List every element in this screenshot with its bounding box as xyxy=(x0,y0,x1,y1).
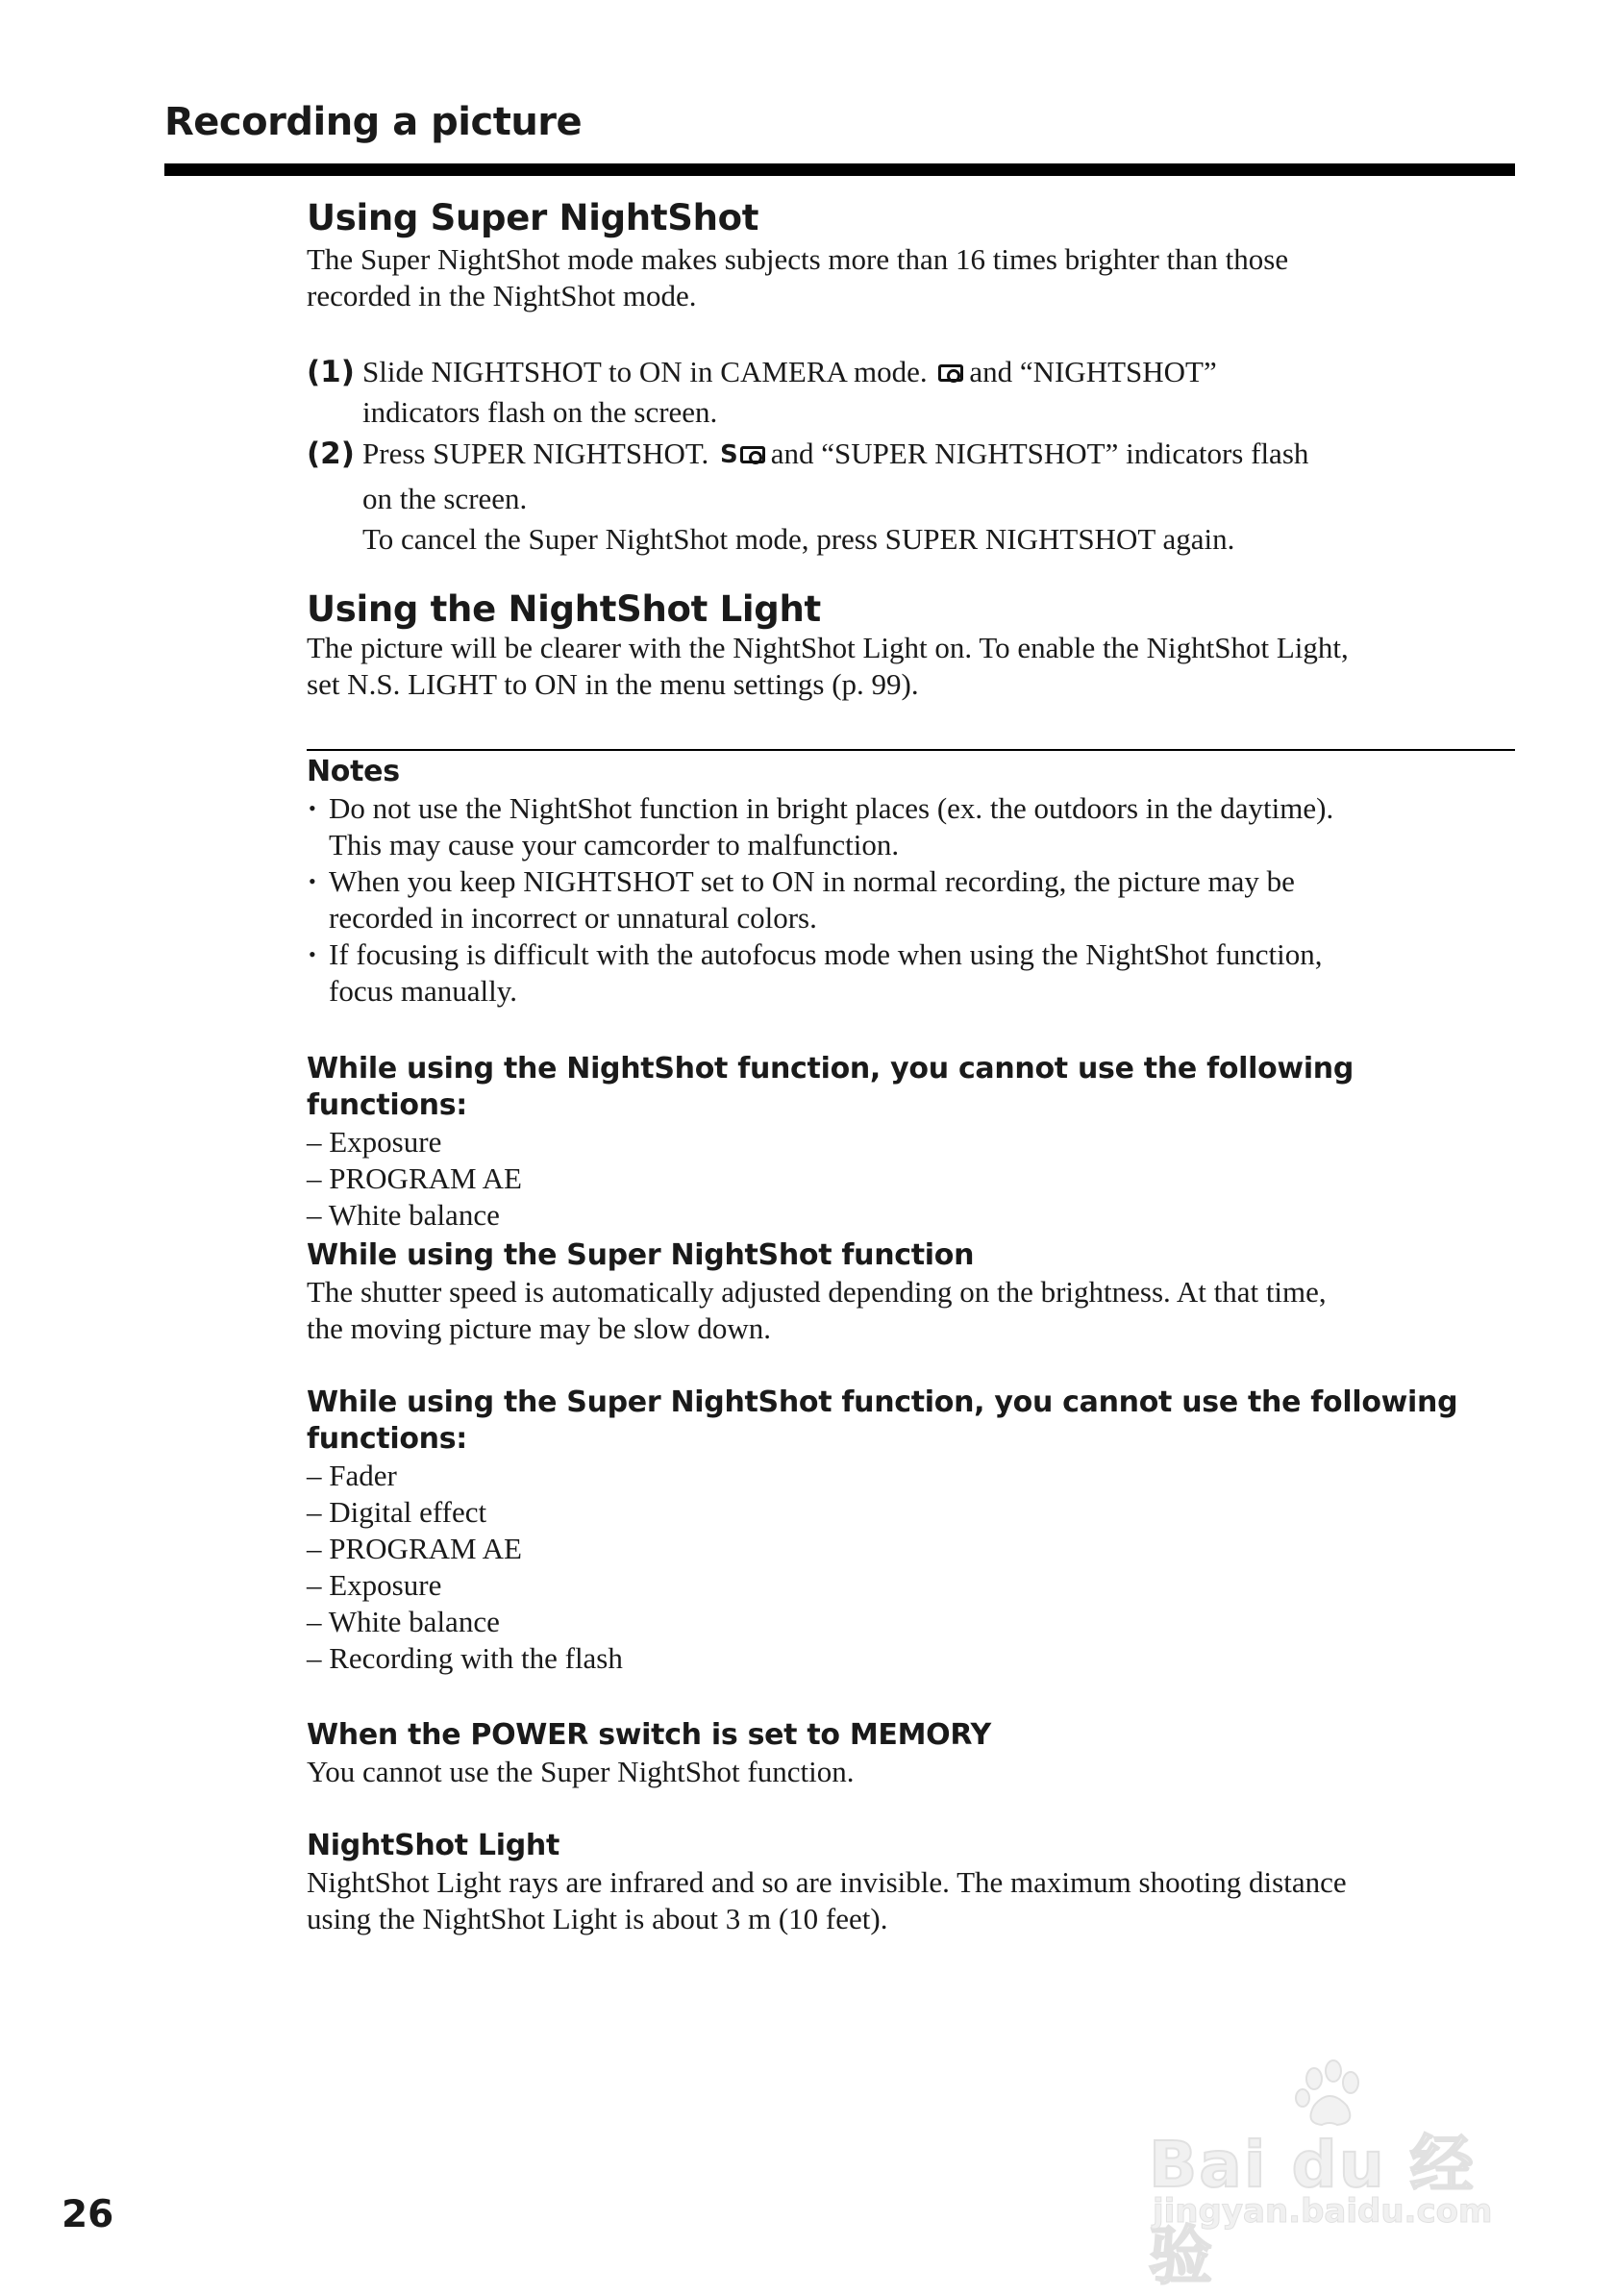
step-text: and “SUPER NIGHTSHOT” indicators flash xyxy=(770,437,1309,470)
step-text: To cancel the Super NightShot mode, press SUPER NIGHTSHOT again. xyxy=(362,521,1235,556)
page-number: 26 xyxy=(62,2193,114,2236)
header-rule xyxy=(164,163,1515,176)
body-line: The picture will be clearer with the NightShot Light on. To enable the NightShot Light, xyxy=(307,631,1349,664)
step-number: (2) xyxy=(307,437,355,471)
section-nightshot-light xyxy=(307,588,1515,703)
notes-rule xyxy=(307,749,1515,751)
super-nightshot-icon: S xyxy=(720,439,738,469)
body-line: NightShot Light rays are infrared and so are invisible. The maximum shooting distance xyxy=(307,1865,1347,1899)
list-item: – Fader xyxy=(307,1459,397,1492)
step-2 xyxy=(307,434,1515,560)
notes-heading: Notes xyxy=(307,755,400,788)
step-text: Press SUPER NIGHTSHOT. xyxy=(362,437,709,470)
power-memory xyxy=(307,1717,1515,1790)
step-number: (1) xyxy=(307,355,355,389)
list-item: – White balance xyxy=(307,1198,500,1232)
step-text: Slide NIGHTSHOT to ON in CAMERA mode. xyxy=(362,355,928,388)
subheading: NightShot Light xyxy=(307,1829,559,1862)
page-header: Recording a picture xyxy=(164,100,583,144)
list-item: – Recording with the flash xyxy=(307,1641,623,1675)
notes-section xyxy=(307,754,1515,1010)
nightshot-icon xyxy=(938,364,963,382)
note-item xyxy=(307,863,1515,936)
list-item: – Exposure xyxy=(307,1125,442,1159)
body-line: You cannot use the Super NightShot function. xyxy=(307,1755,855,1788)
note-item xyxy=(307,936,1515,1010)
subheading: functions: xyxy=(307,1422,467,1456)
nightshot-restrictions xyxy=(307,1051,1515,1234)
note-line: • Do not use the NightShot function in bright places (ex. the outdoors in the daytime). xyxy=(329,791,1334,825)
nightshot-icon xyxy=(740,446,765,463)
watermark-logo: Bai du 经验 xyxy=(1149,2128,1476,2293)
steps-list xyxy=(307,352,1515,560)
section-heading: Using Super NightShot xyxy=(307,197,759,238)
section-heading: Using the NightShot Light xyxy=(307,588,821,630)
watermark-url: jingyan.baidu.com xyxy=(1153,2192,1493,2231)
step-text: on the screen. xyxy=(362,481,528,515)
intro-line: The Super NightShot mode makes subjects more than 16 times brighter than those xyxy=(307,242,1289,276)
super-nightshot-restrictions xyxy=(307,1385,1515,1677)
nightshot-light-note xyxy=(307,1828,1515,1937)
subheading: While using the Super NightShot function xyxy=(307,1238,975,1272)
note-line: • When you keep NIGHTSHOT set to ON in normal recording, the picture may be xyxy=(329,864,1295,898)
list-item: – White balance xyxy=(307,1605,500,1638)
body-line: the moving picture may be slow down. xyxy=(307,1311,771,1345)
step-1 xyxy=(307,352,1515,433)
subheading: When the POWER switch is set to MEMORY xyxy=(307,1718,991,1752)
list-item: – Exposure xyxy=(307,1568,442,1602)
body-line: using the NightShot Light is about 3 m (10 feet). xyxy=(307,1902,888,1935)
super-nightshot-shutter xyxy=(307,1237,1515,1347)
subheading: While using the NightShot function, you cannot use the following functions: xyxy=(307,1052,1354,1122)
step-text: and “NIGHTSHOT” xyxy=(969,355,1217,388)
list-item: – PROGRAM AE xyxy=(307,1161,522,1195)
note-item xyxy=(307,790,1515,863)
body-line: set N.S. LIGHT to ON in the menu settings (p. 99). xyxy=(307,667,919,701)
body-line: The shutter speed is automatically adjusted depending on the brightness. At that time, xyxy=(307,1275,1327,1309)
note-line: • If focusing is difficult with the autofocus mode when using the NightShot function, xyxy=(329,937,1323,971)
section-super-nightshot xyxy=(307,197,1515,314)
intro-line: recorded in the NightShot mode. xyxy=(307,279,697,312)
step-text: indicators flash on the screen. xyxy=(362,395,718,429)
note-line: recorded in incorrect or unnatural colors. xyxy=(329,901,817,935)
subheading: While using the Super NightShot function, you cannot use the following xyxy=(307,1385,1458,1419)
list-item: – PROGRAM AE xyxy=(307,1532,522,1565)
baidu-watermark xyxy=(1149,2058,1533,2293)
note-line: This may cause your camcorder to malfunction. xyxy=(329,828,900,861)
note-line: focus manually. xyxy=(329,974,517,1008)
list-item: – Digital effect xyxy=(307,1495,487,1529)
